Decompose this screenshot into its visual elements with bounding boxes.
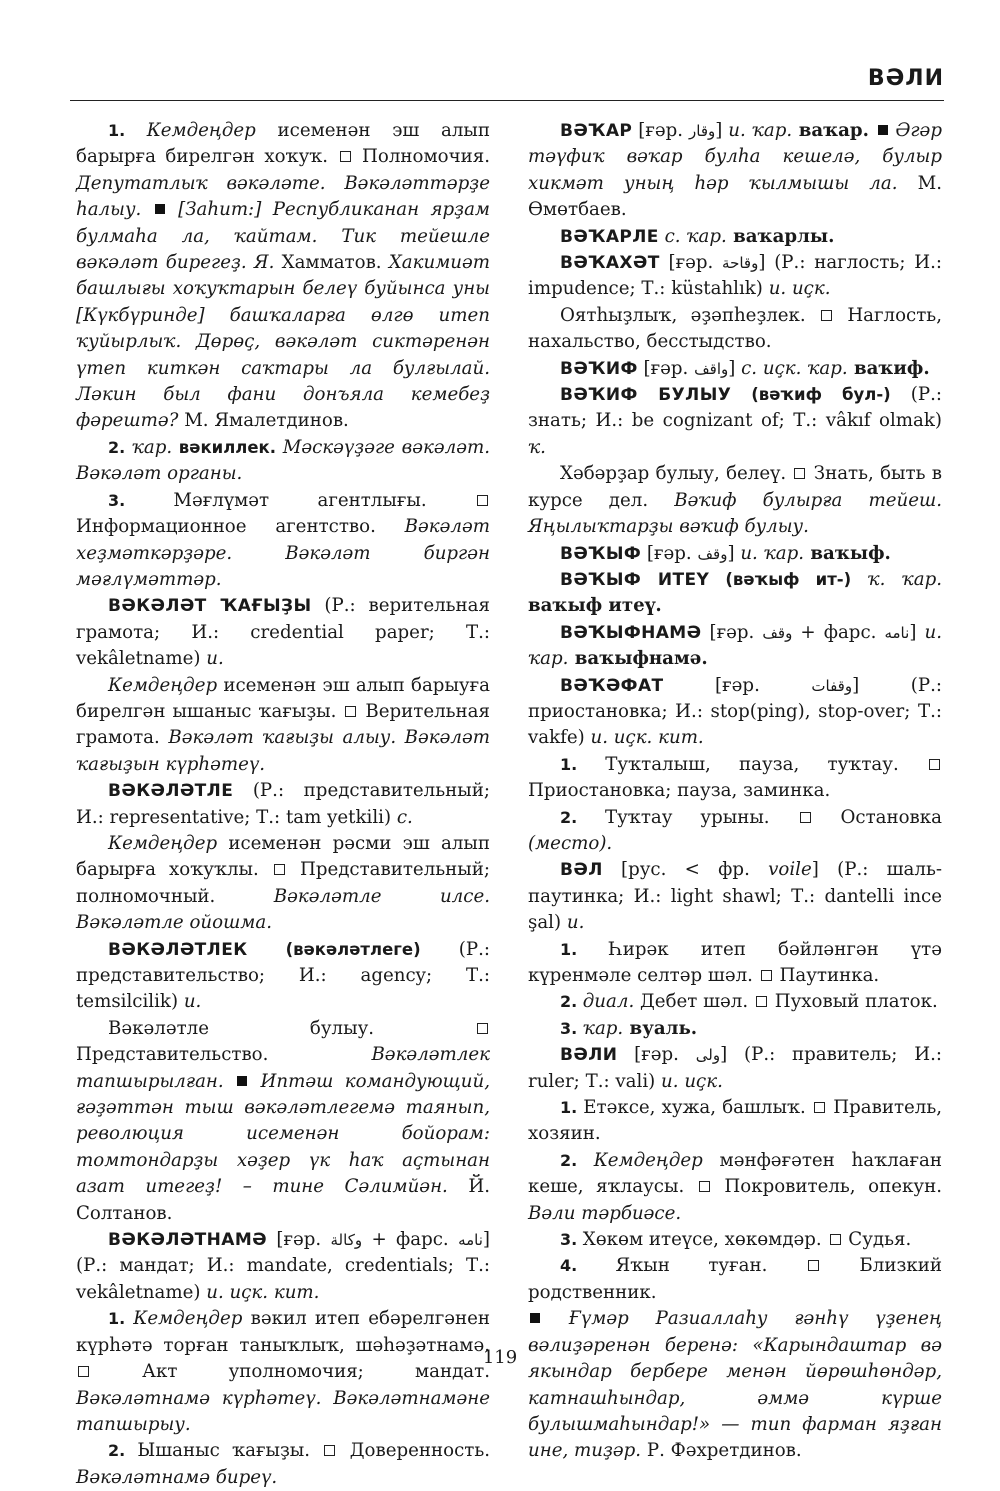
russian-translation: Судья.: [842, 1229, 912, 1251]
entry-headword-line: [76, 778, 490, 831]
entry-headword-line: [528, 224, 942, 250]
arabic-script: وقار: [689, 122, 716, 140]
russian-translation: Паутинка.: [773, 965, 880, 986]
headword: ВӘКӘЛӘТЛЕ: [108, 781, 234, 802]
sense-number: 3.: [560, 1018, 583, 1038]
pos-label: с. иҫк. ҡар.: [741, 357, 848, 379]
pos-label: ҡ.: [528, 436, 546, 458]
entry-sense: [76, 118, 490, 435]
quotation: Хакимиәт башлығы хоҡуҡтарын белеү буйынса уны [Күкбүринде] башҡаларға өлгө итеп ҡуйырлыҡ. Дөрөҫ, вәкәләт сиктәренән үтеп киткән саҡтары ла булғылай. Ләкин был фани донъяла кемебеҙ фәрештә?: [76, 252, 490, 432]
etymology: ] (Р.: шаль-паутинка; И.: light shawl; Т.: dantelli ince şal): [528, 859, 942, 934]
entry-headword-line: [528, 356, 942, 382]
headword: ВӘҠЫФНАМӘ: [560, 622, 702, 643]
sense-number: 1.: [560, 754, 606, 774]
entry-headword-line: [76, 937, 490, 1016]
right-column: [528, 118, 942, 1465]
translation-square-icon: [761, 970, 772, 981]
quote-bullet-icon: [237, 1076, 247, 1086]
label: (место).: [528, 832, 613, 854]
headword: ВӘКӘЛӘТНАМӘ: [108, 1230, 268, 1251]
translation-square-icon: [794, 468, 805, 479]
headword: ВӘҠАР: [560, 121, 633, 141]
translation-square-icon: [929, 759, 940, 770]
example: Мәскәүҙәге вәкәләт. Вәкәләт органы.: [76, 436, 490, 485]
etymology: + фарс.: [362, 1229, 459, 1251]
etymology: [ғәр.: [617, 1044, 696, 1066]
etymology: [ғәр.: [659, 252, 723, 274]
entry-text: Туҡтау урыны.: [604, 806, 798, 828]
stem-form: (вәҡыф ит-): [709, 569, 852, 589]
quote-bullet-icon: [878, 125, 888, 135]
russian-translation: Наглость, нахальство, бесстыдство.: [528, 304, 942, 353]
headword: ВӘЛ: [560, 860, 603, 881]
headword: ВӘҠЫФ: [560, 543, 642, 564]
arabic-script: ولى: [695, 1046, 721, 1065]
etymology: ]: [715, 120, 729, 141]
author: М. Ямалетдинов.: [178, 410, 349, 432]
entry-sense: [528, 461, 942, 540]
etymology: ] (Р.: приостановка; И.: stop(ping), stop-over; Т.: vakfe): [528, 674, 942, 749]
russian-translation: Правитель, хозяин.: [528, 1097, 943, 1145]
example: Вәкәләт ҡағыҙы алыу. Вәкәләт ҡағыҙын күрһәтеү.: [76, 727, 490, 775]
entry-text: вәкил итеп ебәрелгәнен күрһәтә торған таныҡлыҡ, шәһәҙәтнамә.: [76, 1308, 490, 1356]
entry-sense: [76, 1438, 490, 1491]
headword: ВӘҠӘФАТ: [560, 675, 664, 696]
translation-square-icon: [477, 1023, 488, 1034]
entry-sense: [528, 752, 942, 805]
etymology: ] (Р.: наглость; И.: impudence; Т.: küstahlık): [528, 252, 942, 300]
entry-headword-line: [528, 673, 942, 752]
translation-square-icon: [340, 151, 351, 162]
label: диал.: [582, 991, 635, 1013]
entry-sense: [528, 1016, 942, 1042]
entry-text: Кемдеңдер: [108, 674, 218, 696]
etymology: ]: [727, 542, 741, 564]
entry-headword-line: [528, 541, 942, 567]
pos-label: с.: [396, 806, 413, 828]
entry-headword-line: [528, 567, 942, 620]
headword: ВӘҠИФ: [560, 358, 638, 379]
example: Вәкәләтнамә биреү.: [76, 1466, 278, 1488]
quotation: Иптәш командующий, ғәҙәттән тыш вәкәләтлегемә таянып, революция исеменән бойорам: томтондарҙы хәҙер үк һаҡ аҫтынан азат итегеҙ! – тине Сәлимйән.: [76, 1070, 490, 1198]
pos-label: ҡ. ҡар.: [851, 568, 942, 590]
translation-square-icon: [808, 1260, 819, 1271]
etymology: [рус. < фр.: [602, 859, 769, 881]
example: Вәли тәрбиәсе.: [528, 1202, 682, 1224]
headword: ВӘҠАХӘТ: [560, 253, 660, 274]
entry-text: Кемдеңдер: [593, 1149, 703, 1171]
entry-text: Яҡын туған.: [615, 1255, 806, 1277]
author: М. Өмөтбаев.: [528, 172, 942, 221]
entry-text: Туҡталыш, пауза, туҡтау.: [605, 753, 928, 775]
entry-sense: [528, 1253, 942, 1306]
sense-number: 3.: [108, 490, 174, 510]
pos-label: и. ҡар.: [740, 542, 805, 564]
pos-label: и.: [206, 648, 224, 670]
pos-label: с. ҡар.: [658, 225, 727, 247]
example: Вәҡиф булырға тейеш. Яңылыҡтарҙы вәҡиф булыу.: [528, 489, 942, 538]
translation-square-icon: [699, 1181, 710, 1192]
translation-square-icon: [814, 1102, 825, 1113]
russian-translation: Знать, быть в курсе дел.: [528, 463, 943, 511]
etymology: (Р.: представительство; И.: agency; Т.: temsilcilik): [76, 938, 490, 1013]
header-rule: [70, 100, 944, 101]
russian-translation: Представительный; полномочный.: [76, 859, 490, 907]
translation-square-icon: [756, 996, 767, 1007]
entry-sense: [76, 1016, 490, 1227]
translation-square-icon: [345, 706, 356, 717]
sense-number: 2.: [560, 1150, 594, 1170]
entry-text: Дебет шәл.: [634, 991, 754, 1013]
example: Вәкәләт хеҙмәткәрҙәре. Вәкәләт биргән мәғлүмәттәр.: [76, 516, 490, 590]
entry-headword-line: [528, 1042, 942, 1095]
sense-number: 1.: [108, 1309, 134, 1329]
quote-bullet-icon: [155, 204, 165, 214]
entry-sense: [528, 1095, 942, 1148]
sense-number: 3.: [560, 1230, 583, 1250]
entry-text: Һирәк итеп бәйләнгән үтә күренмәле селтәр шәл.: [528, 938, 942, 986]
stem-form: (вәҡиф бул-): [731, 385, 891, 405]
pos-label: и.: [566, 912, 585, 934]
etymology: (Р.: знать; И.: be cognizant of; Т.: vâkıf olmak): [528, 384, 942, 432]
sense-number: 4.: [560, 1256, 616, 1276]
quotation: [Заһит:] Республиканан ярҙам булмаһа ла, ҡайтам. Тик тейешле вәкәләт бирегеҙ. Я.: [76, 199, 490, 274]
russian-translation: Представительство.: [76, 1044, 372, 1066]
entry-text: Ышаныс ҡағыҙы.: [137, 1440, 323, 1462]
sense-number: 1.: [560, 939, 610, 959]
translation-square-icon: [477, 495, 488, 506]
etymology: (Р.: представительный; И.: representative; Т.: tam yetkili): [76, 780, 490, 828]
cross-reference: ваҡыфнамә.: [568, 648, 708, 670]
arabic-script: وقفات: [811, 676, 853, 695]
russian-translation: Приостановка; пауза, заминка.: [528, 780, 831, 802]
arabic-script: وقاحة: [722, 254, 759, 273]
entry-headword-line: [76, 1227, 490, 1306]
entry-quotation: [528, 1306, 942, 1464]
entry-sense: [76, 488, 490, 594]
cross-reference: ваҡыф.: [804, 542, 891, 564]
pos-label: и. иҫк.: [661, 1070, 723, 1092]
headword: ВӘҠЫФ ИТЕҮ: [560, 569, 710, 590]
russian-translation: Полномочия.: [352, 146, 490, 168]
entry-text: Оятһыҙлыҡ, әҙәпһеҙлек.: [560, 304, 819, 326]
quote-bullet-icon: [530, 1313, 540, 1323]
sense-number: 2.: [560, 807, 605, 827]
russian-translation: Пуховый платок.: [768, 991, 938, 1013]
sense-number: 1.: [108, 121, 147, 140]
pos-label: и. иҫк.: [768, 278, 831, 300]
entry-text: Кемдеңдер: [108, 832, 218, 854]
entry-text: исеменән эш алып барыуға бирелгән ышаныс ҡағыҙы.: [76, 674, 490, 722]
pos-label: и. ҡар.: [528, 621, 942, 670]
entry-sense: [76, 673, 490, 779]
label: ҡар.: [582, 1017, 624, 1039]
etymology: ]: [728, 357, 742, 379]
entry-sense: [528, 303, 942, 356]
author: Й. Солтанов.: [76, 1176, 490, 1224]
page-number: 119: [482, 1347, 518, 1368]
headword: ВӘЛИ: [560, 1045, 618, 1066]
arabic-script: وقف: [762, 623, 793, 642]
entry-sense: [76, 831, 490, 937]
sense-number: 2.: [108, 1441, 138, 1461]
etymology: (Р.: верительная грамота; И.: credential paper; Т.: vekâletname): [76, 595, 490, 670]
headword: ВӘКӘЛӘТ ҠАҒЫҘЫ: [108, 596, 312, 617]
entry-sense: [76, 1306, 490, 1438]
author: Р. Фәхретдинов.: [641, 1440, 802, 1462]
translation-square-icon: [821, 310, 832, 321]
entry-sense: [528, 989, 942, 1015]
cross-reference: ваҡарлы.: [726, 225, 835, 247]
label: ҡар.: [131, 436, 173, 458]
quotation: Ғүмәр Разиаллаһу ғәнһү үҙенең вәлиҙәренән беренә: «Карындаштар вә якындар бербере менән йөрөшһөндәр, катнашһындар, әммә күрше булышмаһындар!» — тип фарман яҙған ине, тиҙәр.: [528, 1308, 942, 1462]
left-column: [76, 118, 490, 1491]
etymology: ] (Р.: правитель; И.: ruler; Т.: vali): [528, 1044, 942, 1092]
entry-text: Хөкөм итеүсе, хөкөмдәр.: [582, 1229, 828, 1251]
entry-headword-line: [528, 382, 942, 461]
arabic-script: نامه: [458, 1231, 483, 1250]
cross-reference: ваҡыф итеү.: [528, 595, 662, 617]
arabic-script: وكالة: [330, 1231, 363, 1250]
pos-label: и. иҫк. кит.: [206, 1281, 320, 1303]
example: Вәкәләтлек тапшырылған.: [76, 1044, 490, 1092]
running-head: ВӘЛИ: [867, 66, 944, 91]
russian-translation: Акт уполномочия; мандат.: [91, 1361, 490, 1383]
quotation: Әгәр тәүфиҡ вәҡар булһа кешелә, булыр хикмәт уның һәр ҡылмышы ла.: [528, 120, 942, 194]
cross-reference: ваҡиф.: [847, 357, 930, 379]
translation-square-icon: [830, 1234, 841, 1245]
entry-text: Хәбәрҙар булыу, белеү.: [560, 463, 793, 485]
entry-headword-line: [528, 857, 942, 936]
author: Хамматов.: [281, 252, 389, 274]
russian-translation: Информационное агентство.: [76, 516, 405, 538]
sense-number: 2.: [560, 992, 583, 1012]
russian-translation: Покровитель, опекун.: [711, 1176, 942, 1198]
stem-form: (вәкәләтлеге): [247, 939, 421, 959]
etymon: voile: [768, 859, 812, 881]
headword: ВӘҠИФ БУЛЫУ: [560, 385, 732, 406]
entry-sense: [528, 1148, 942, 1227]
entry-headword-line: [528, 118, 942, 224]
entry-text: мәнфәғәтен һаҡлаған кеше, яҡлаусы.: [528, 1149, 942, 1198]
cross-reference: вәкиллек.: [172, 437, 277, 457]
etymology: [ғәр.: [267, 1229, 331, 1251]
entry-text: исеменән рәсми эш алып барырға хоҡуҡлы.: [76, 832, 490, 881]
entry-sense: [528, 1227, 942, 1253]
entry-text: Кемдеңдер: [146, 120, 256, 141]
russian-translation: Верительная грамота.: [76, 700, 490, 749]
translation-square-icon: [274, 864, 285, 875]
entry-text: Етәксе, хужа, башлыҡ.: [583, 1097, 812, 1119]
etymology: + фарс.: [792, 621, 885, 643]
sense-number: 1.: [560, 1098, 584, 1118]
example: Вәкәләтле илсе. Вәкәләтле ойошма.: [76, 885, 490, 934]
russian-translation: Доверенность.: [337, 1440, 491, 1462]
russian-translation: Остановка: [812, 806, 942, 828]
arabic-script: نامه: [884, 623, 910, 642]
translation-square-icon: [800, 812, 811, 823]
arabic-script: وقف: [697, 544, 728, 563]
etymology: [ғәр.: [641, 542, 698, 564]
pos-label: и. ҡар.: [728, 120, 793, 141]
entry-text: Вәкәләтле булыу.: [108, 1017, 475, 1039]
headword: ВӘҠАРЛЕ: [560, 226, 659, 247]
entry-sense: [76, 435, 490, 488]
etymology: [ғәр.: [637, 357, 695, 379]
etymology: [ғәр.: [663, 674, 812, 696]
translation-square-icon: [324, 1445, 335, 1456]
arabic-script: واقف: [694, 359, 729, 378]
entry-headword-line: [76, 593, 490, 672]
cross-reference: вуаль.: [623, 1017, 698, 1039]
entry-text: исеменән эш алып барырға бирелгән хоҡуҡ.: [76, 120, 490, 168]
example: Депутатлыҡ вәкәләте. Вәкәләттәрҙе һалыу.: [76, 172, 490, 221]
entry-headword-line: [528, 620, 942, 673]
etymology: [ғәр.: [632, 120, 689, 141]
pos-label: и.: [183, 991, 202, 1013]
entry-sense: [528, 805, 942, 858]
entry-text: Кемдеңдер: [133, 1308, 243, 1330]
pos-label: и. иҫк. кит.: [590, 727, 704, 749]
headword: ВӘКӘЛӘТЛЕК: [108, 939, 248, 960]
etymology: ] (Р.: мандат; И.: mandate, credentials; Т.: vekâletname): [76, 1229, 490, 1303]
russian-translation: Близкий родственник.: [528, 1255, 942, 1303]
entry-sense: [528, 937, 942, 990]
cross-reference: ваҡар.: [792, 120, 876, 141]
entry-text: Мәғлүмәт агентлығы.: [173, 489, 475, 511]
entry-headword-line: [528, 250, 942, 303]
etymology: [ғәр.: [701, 621, 763, 643]
example: Вәкәләтнамә күрһәтеү. Вәкәләтнамәне тапшырыу.: [76, 1387, 490, 1435]
etymology: ]: [909, 621, 925, 643]
sense-number: 2.: [108, 437, 132, 457]
